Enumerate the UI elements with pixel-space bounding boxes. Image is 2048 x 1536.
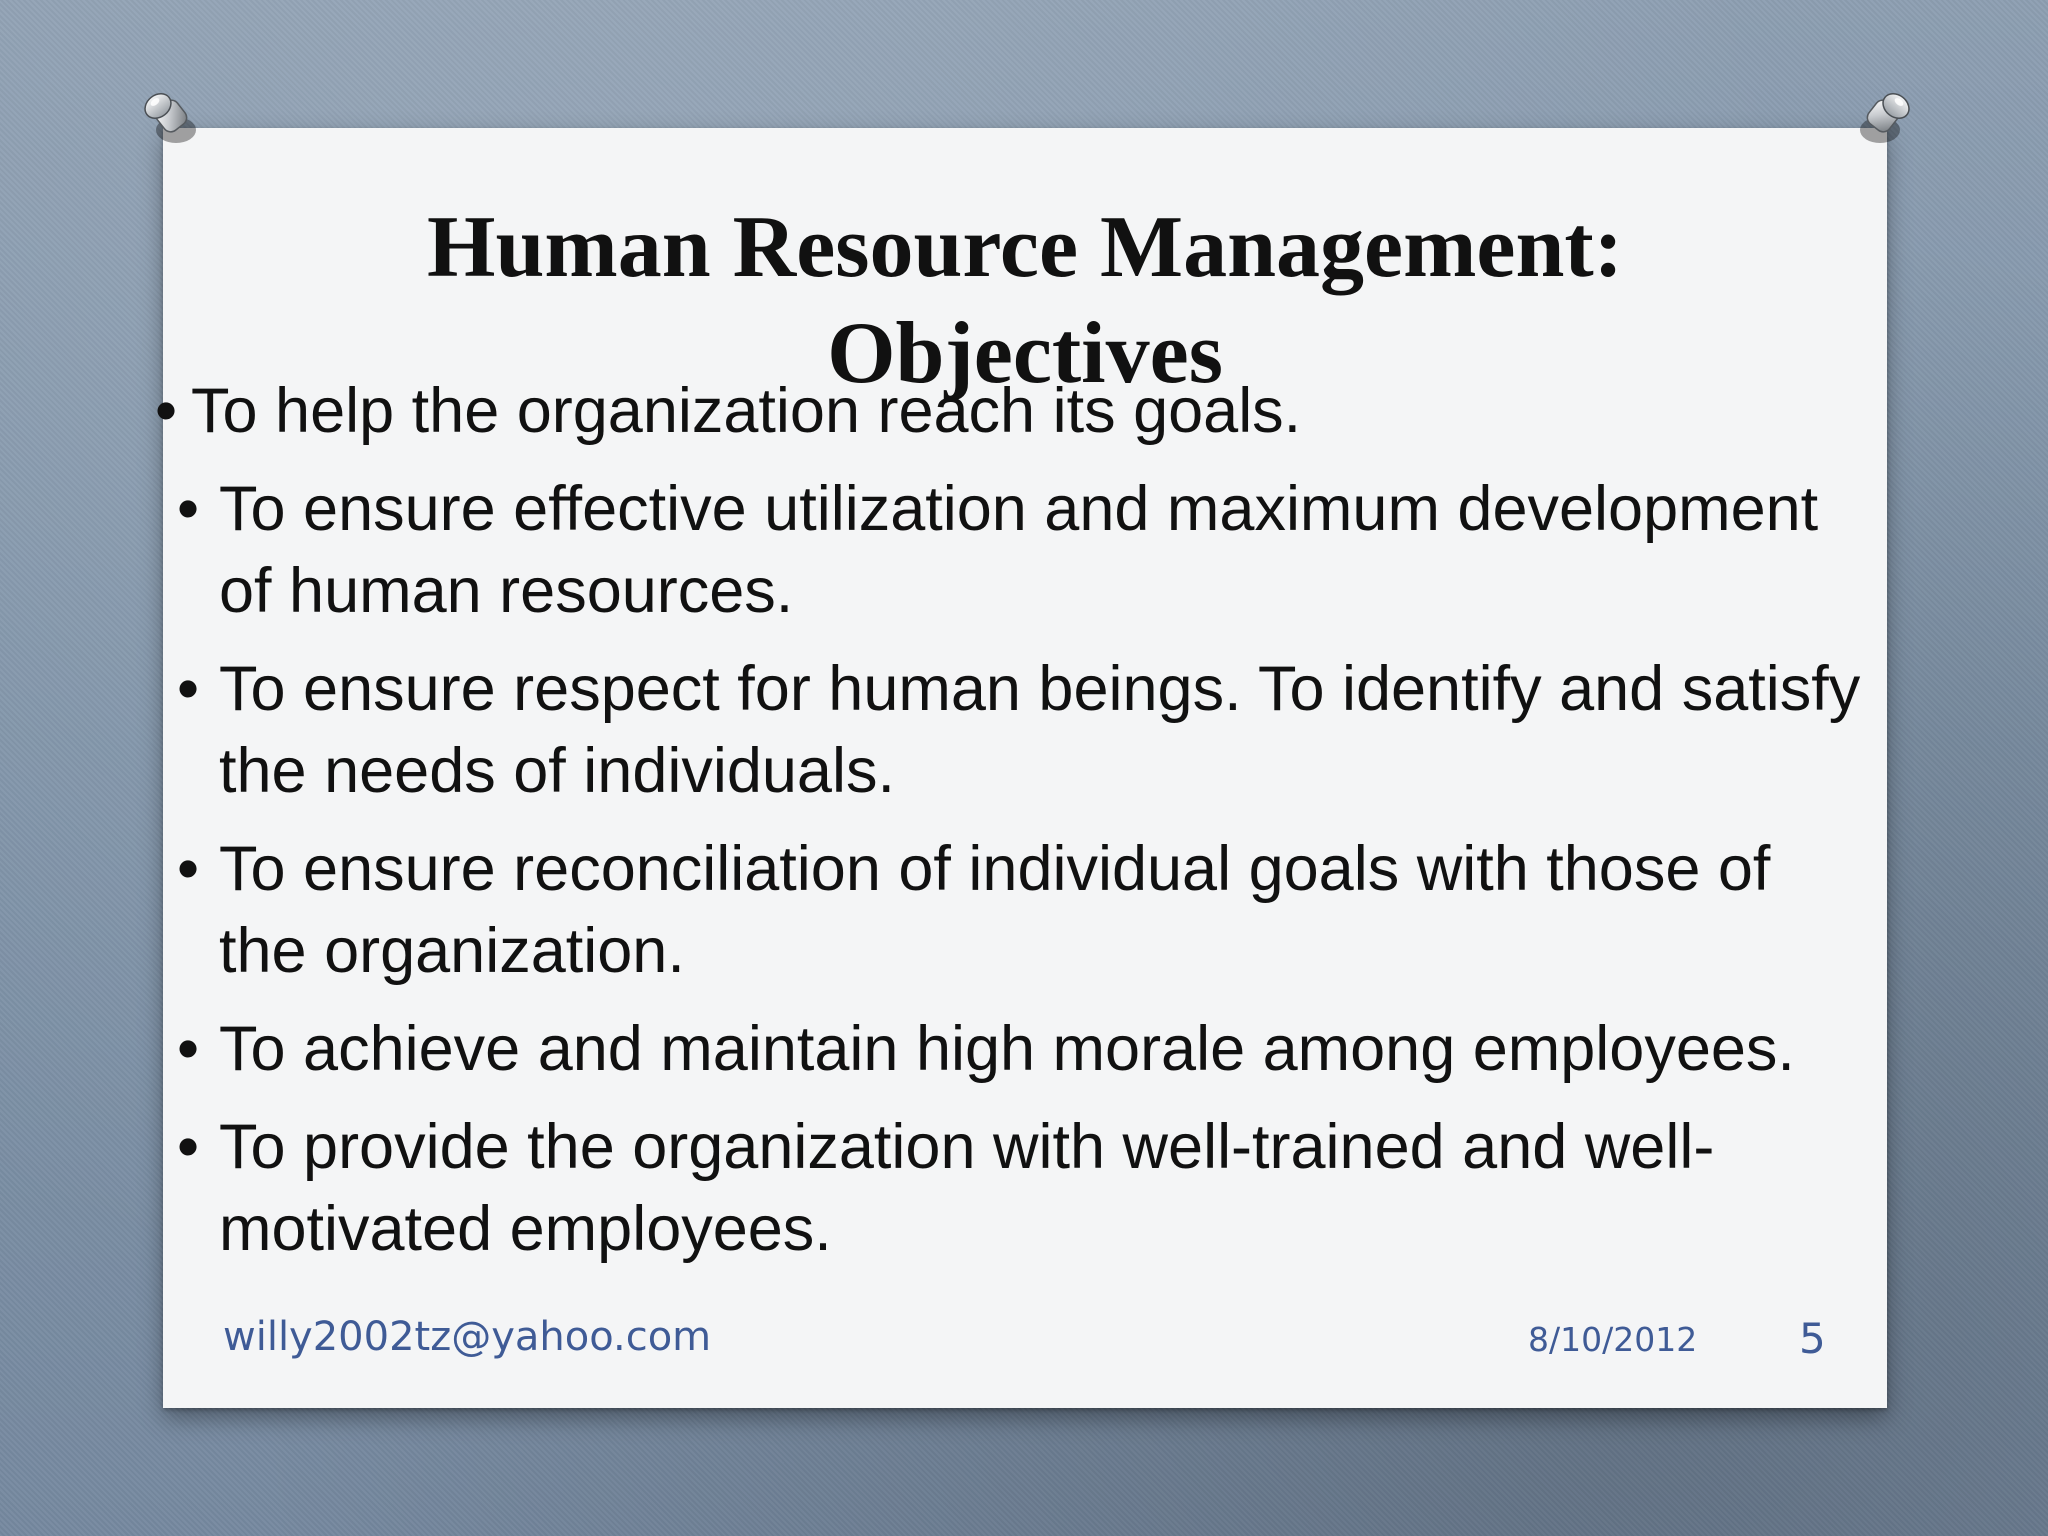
bullet-dot-icon: • — [177, 474, 200, 544]
slide-card — [155, 128, 1887, 1408]
slide-title-line2: Objectives — [827, 304, 1223, 402]
bullet-dot-icon: • — [155, 376, 178, 446]
bullet-text: To achieve and maintain high morale among employees. — [219, 1014, 1795, 1084]
slide-title-line1: Human Resource Management: — [427, 198, 1623, 296]
bullet-item — [163, 468, 1863, 632]
bullet-item — [163, 1008, 1863, 1090]
bullet-text: To ensure effective utilization and maximum development of human resources. — [219, 474, 1819, 626]
bullet-list — [155, 370, 1863, 1286]
bullet-item — [163, 828, 1863, 992]
footer-email: willy2002tz@yahoo.com — [223, 1314, 712, 1360]
footer-page-number: 5 — [1799, 1314, 1826, 1363]
bullet-dot-icon: • — [177, 1112, 200, 1182]
bullet-item — [163, 1106, 1863, 1270]
bullet-text: To ensure respect for human beings. To identify and satisfy the needs of individuals. — [219, 654, 1861, 806]
bullet-text: To ensure reconciliation of individual goals with those of the organization. — [219, 834, 1771, 986]
bullet-item — [155, 370, 1863, 452]
bullet-dot-icon: • — [177, 834, 200, 904]
pushpin-icon — [1846, 84, 1916, 154]
footer-date: 8/10/2012 — [1528, 1320, 1698, 1359]
bullet-item — [163, 648, 1863, 812]
bullet-text: To help the organization reach its goals. — [191, 376, 1302, 446]
pushpin-icon — [138, 84, 208, 154]
bullet-dot-icon: • — [177, 1014, 200, 1084]
bullet-dot-icon: • — [177, 654, 200, 724]
bullet-text: To provide the organization with well-trained and well-motivated employees. — [219, 1112, 1715, 1264]
